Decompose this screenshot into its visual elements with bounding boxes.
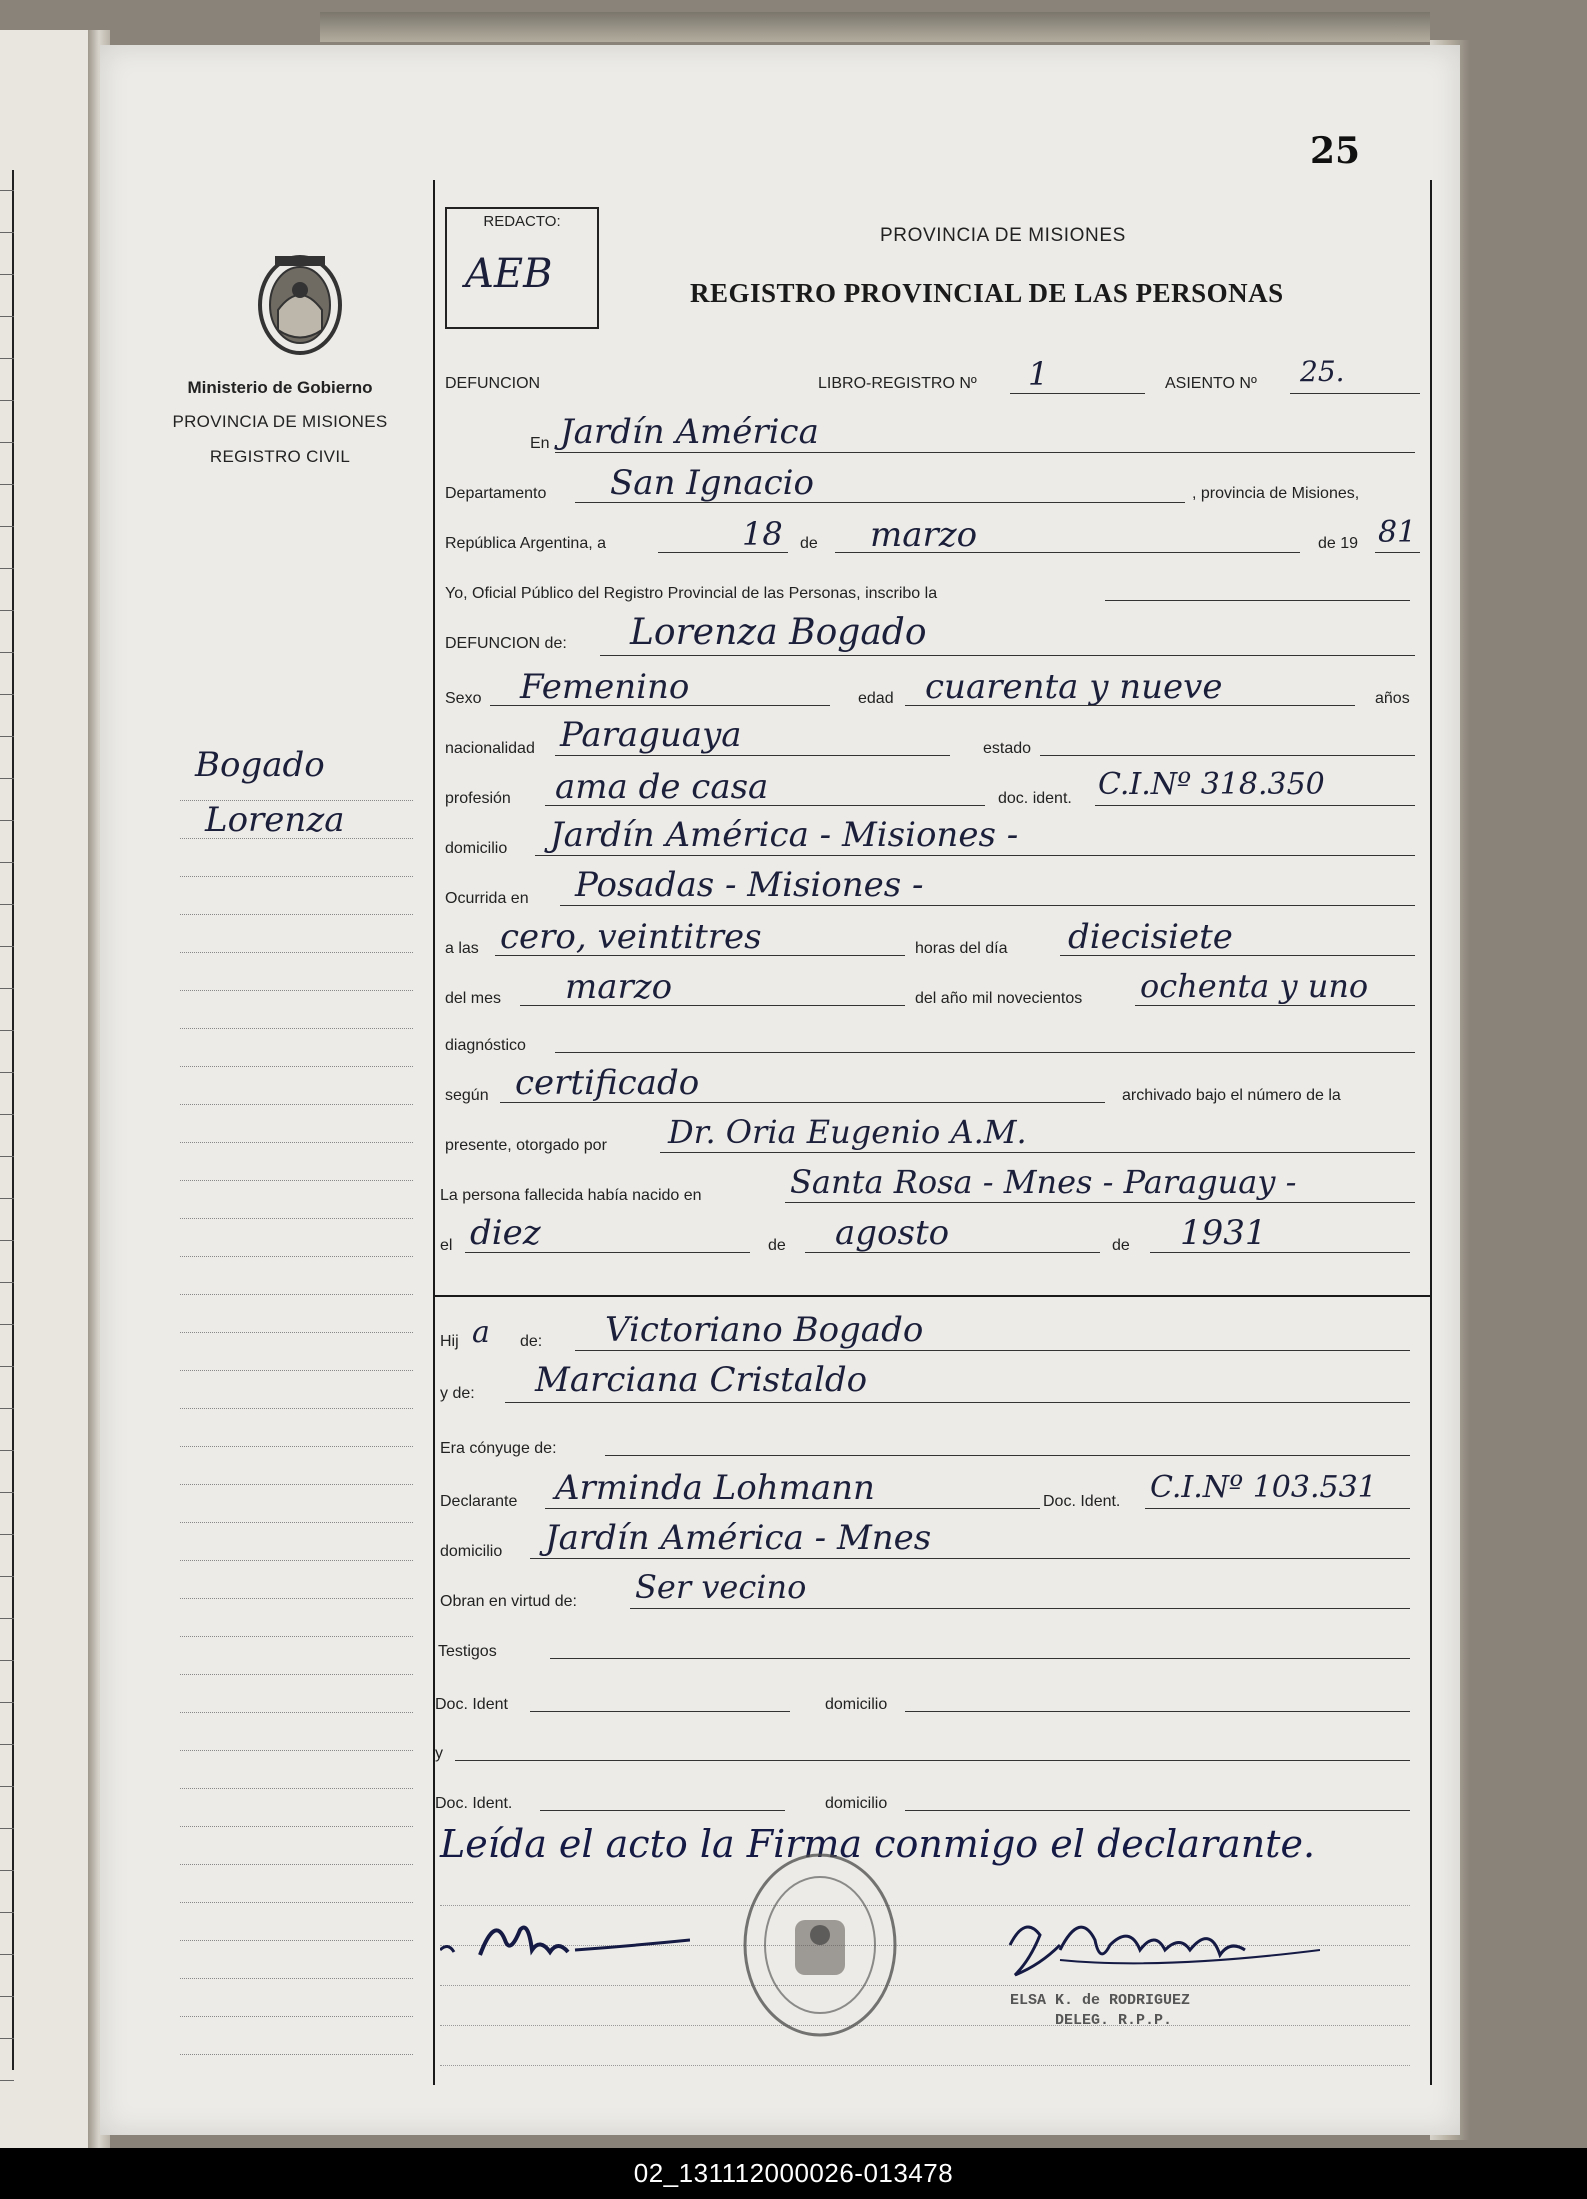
edad-value: cuarenta y nueve	[925, 667, 1223, 707]
ocurrida-label: Ocurrida en	[445, 890, 529, 907]
margin-ruled-line	[180, 1750, 413, 1751]
left-page-tick	[0, 1618, 14, 1619]
obran-value: Ser vecino	[635, 1568, 807, 1606]
domicilio2-label: domicilio	[825, 1696, 888, 1713]
obran-underline	[630, 1608, 1410, 1609]
mother-underline	[505, 1402, 1410, 1403]
left-page-tick	[0, 820, 14, 821]
testigos-underline	[550, 1658, 1410, 1659]
left-page-tick	[0, 1492, 14, 1493]
left-page-tick	[0, 1828, 14, 1829]
margin-ruled-line	[180, 1712, 413, 1713]
left-page-tick	[0, 778, 14, 779]
yo-underline	[1105, 600, 1410, 601]
margin-ruled-line	[180, 1332, 413, 1333]
domicilio3-label: domicilio	[825, 1795, 888, 1812]
parents-de-label: de:	[520, 1333, 543, 1350]
defuncion-de-label: DEFUNCION de:	[445, 635, 567, 652]
delanio-value: ochenta y uno	[1140, 967, 1369, 1005]
anio2-value: 1931	[1180, 1213, 1267, 1253]
left-page-tick	[0, 1870, 14, 1871]
left-page-tick	[0, 1576, 14, 1577]
y-underline	[455, 1760, 1410, 1761]
horas-label: horas del día	[915, 940, 1008, 957]
left-page-tick	[0, 1408, 14, 1409]
redacto-initials: AEB	[465, 251, 553, 297]
caption-text: 02_131112000026-013478	[633, 2158, 954, 2188]
margin-ruled-line	[180, 1978, 413, 1979]
margin-ruled-line	[180, 1484, 413, 1485]
presente-label: presente, otorgado por	[445, 1137, 607, 1154]
header-province: PROVINCIA DE MISIONES	[880, 225, 1126, 246]
profesion-underline	[545, 805, 985, 806]
docident-underline	[1145, 1508, 1410, 1509]
docident-label: Doc. Ident.	[1043, 1493, 1121, 1510]
left-page-tick	[0, 358, 14, 359]
y-label: y	[435, 1745, 443, 1762]
left-page	[0, 30, 101, 2148]
delmes-underline	[520, 1005, 905, 1006]
nacionalidad-label: nacionalidad	[445, 740, 535, 757]
yde-label: y de:	[440, 1385, 475, 1402]
segun-value: certificado	[515, 1063, 700, 1103]
nacionalidad-underline	[555, 755, 950, 756]
en-value: Jardín América	[560, 412, 819, 452]
dia-value: 18	[742, 515, 783, 553]
anio2-underline	[1150, 1252, 1410, 1253]
libro-value: 1	[1028, 355, 1049, 393]
left-page-tick	[0, 1786, 14, 1787]
left-page-tick	[0, 1450, 14, 1451]
deceased-name: Lorenza Bogado	[630, 612, 927, 653]
official-name-stamp: ELSA K. de RODRIGUEZ	[1010, 1992, 1191, 2009]
estado-underline	[1040, 755, 1415, 756]
asiento-label: ASIENTO Nº	[1165, 375, 1257, 392]
de-label: de	[800, 535, 818, 552]
left-page-tick	[0, 484, 14, 485]
margin-ruled-line	[180, 1636, 413, 1637]
libro-underline	[1010, 393, 1145, 394]
frame-right-border	[1430, 180, 1432, 2085]
left-page-tick	[0, 568, 14, 569]
ocurrida-value: Posadas - Misiones -	[575, 865, 924, 905]
signature-area-line	[440, 2065, 1410, 2066]
section-divider	[433, 1295, 1430, 1297]
other-domicilio-label: domicilio	[440, 1543, 503, 1560]
margin-ruled-line	[180, 1940, 413, 1941]
coat-of-arms-icon	[250, 250, 350, 360]
mes-value: marzo	[870, 515, 978, 555]
deceased-underline	[600, 655, 1415, 656]
asiento-underline	[1290, 393, 1420, 394]
el-label: el	[440, 1237, 453, 1254]
testigos-label: Testigos	[438, 1643, 497, 1660]
yo-text: Yo, Oficial Público del Registro Provincial de las Personas, inscribo la	[445, 585, 938, 602]
delmes-label: del mes	[445, 990, 502, 1007]
left-page-tick	[0, 1282, 14, 1283]
segun-label: según	[445, 1087, 489, 1104]
declarante-value: Arminda Lohmann	[555, 1468, 875, 1508]
left-page-tick	[0, 904, 14, 905]
left-page-tick	[0, 1324, 14, 1325]
signature-area-line	[440, 2025, 1410, 2026]
anio-value: 81	[1378, 515, 1417, 550]
redacto-label: REDACTO:	[483, 213, 561, 230]
left-page-tick	[0, 1198, 14, 1199]
left-page-tick	[0, 1996, 14, 1997]
departamento-underline	[575, 502, 1185, 503]
doc-label: doc. ident.	[998, 790, 1072, 807]
margin-ruled-line	[180, 914, 413, 915]
registry-stamp	[740, 1850, 900, 2040]
hij-label: Hij	[440, 1333, 459, 1350]
asiento-value: 25.	[1300, 355, 1345, 388]
left-page-tick	[0, 1660, 14, 1661]
margin-note-given: Lorenza	[205, 800, 345, 840]
declarant-signature	[440, 1910, 690, 1970]
doc-value: C.I.Nº 318.350	[1098, 767, 1325, 802]
declarante-underline	[545, 1508, 1040, 1509]
margin-ruled-line	[180, 1902, 413, 1903]
el-underline	[465, 1252, 750, 1253]
father-name: Victoriano Bogado	[605, 1310, 924, 1350]
left-page-tick	[0, 862, 14, 863]
sexo-value: Femenino	[520, 667, 690, 707]
margin-ruled-line	[180, 1864, 413, 1865]
left-page-tick	[0, 988, 14, 989]
record-type: DEFUNCION	[445, 375, 541, 392]
doc-underline	[1095, 805, 1415, 806]
left-page-tick	[0, 694, 14, 695]
diagnostico-label: diagnóstico	[445, 1037, 526, 1054]
profesion-label: profesión	[445, 790, 511, 807]
docident-value: C.I.Nº 103.531	[1150, 1470, 1377, 1505]
page-number: 25	[1310, 130, 1361, 172]
departamento-label: Departamento	[445, 485, 547, 502]
left-page-tick	[0, 1156, 14, 1157]
left-page-tick	[0, 526, 14, 527]
nacido-underline	[785, 1202, 1415, 1203]
left-page-tick	[0, 2080, 14, 2081]
el-value: diez	[470, 1213, 541, 1253]
header-registry: REGISTRO PROVINCIAL DE LAS PERSONAS	[690, 278, 1284, 308]
margin-ruled-line	[180, 952, 413, 953]
left-page-tick	[0, 1030, 14, 1031]
mes2-value: agosto	[835, 1213, 950, 1253]
presente-underline	[660, 1152, 1415, 1153]
de2-label: de	[768, 1237, 786, 1254]
conyuge-label: Era cónyuge de:	[440, 1440, 557, 1457]
official-role-stamp: DELEG. R.P.P.	[1055, 2012, 1173, 2029]
margin-ruled-line	[180, 800, 413, 801]
delmes-value: marzo	[565, 967, 673, 1007]
anios-label: años	[1375, 690, 1410, 707]
left-page-tick	[0, 400, 14, 401]
alas-label: a las	[445, 940, 479, 957]
margin-ruled-line	[180, 1522, 413, 1523]
left-page-tick	[0, 1534, 14, 1535]
delanio-label: del año mil novecientos	[915, 990, 1083, 1007]
margin-ruled-line	[180, 876, 413, 877]
nacionalidad-value: Paraguaya	[560, 715, 742, 755]
left-page-border	[12, 170, 14, 2070]
margin-ruled-line	[180, 1294, 413, 1295]
book-top-edge	[320, 12, 1430, 42]
de3-label: de	[1112, 1237, 1130, 1254]
left-page-tick	[0, 190, 14, 191]
horas-underline	[1060, 955, 1415, 956]
domicilio2-underline	[905, 1711, 1410, 1712]
diagnostico-underline	[555, 1052, 1415, 1053]
margin-ruled-line	[180, 1028, 413, 1029]
father-underline	[575, 1350, 1410, 1351]
margin-ruled-line	[180, 1446, 413, 1447]
left-page-tick	[0, 1954, 14, 1955]
domicilio-value: Jardín América - Misiones -	[550, 815, 1019, 855]
hij-value: a	[472, 1315, 490, 1350]
left-page-tick	[0, 652, 14, 653]
margin-ruled-line	[180, 1826, 413, 1827]
mother-name: Marciana Cristaldo	[535, 1360, 868, 1400]
alas-underline	[495, 955, 905, 956]
margin-ruled-line	[180, 1142, 413, 1143]
domicilio-label: domicilio	[445, 840, 508, 857]
margin-ruled-line	[180, 1066, 413, 1067]
margin-ruled-line	[180, 1218, 413, 1219]
margin-ruled-line	[180, 1560, 413, 1561]
margin-ruled-line	[180, 1598, 413, 1599]
margin-ruled-line	[180, 1256, 413, 1257]
alas-value: cero, veintitres	[500, 917, 762, 957]
docident2-underline	[530, 1711, 790, 1712]
edad-underline	[905, 705, 1355, 706]
left-page-tick	[0, 2038, 14, 2039]
margin-ruled-line	[180, 2016, 413, 2017]
caption-bar	[0, 2148, 1587, 2199]
anio-underline	[1375, 552, 1420, 553]
ocurrida-underline	[560, 905, 1415, 906]
margin-ruled-line	[180, 1180, 413, 1181]
ministry-province: PROVINCIA DE MISIONES	[172, 412, 388, 431]
edad-label: edad	[858, 690, 894, 707]
docident2-label: Doc. Ident	[435, 1696, 508, 1713]
margin-ruled-line	[180, 1788, 413, 1789]
estado-label: estado	[983, 740, 1032, 757]
sexo-underline	[490, 705, 830, 706]
other-domicilio-value: Jardín América - Mnes	[545, 1518, 932, 1558]
left-page-tick	[0, 1072, 14, 1073]
margin-ruled-line	[180, 1674, 413, 1675]
horas-value: diecisiete	[1068, 917, 1233, 957]
domicilio-underline	[535, 855, 1415, 856]
mes-underline	[835, 552, 1300, 553]
left-page-tick	[0, 736, 14, 737]
provincia-label: , provincia de Misiones,	[1192, 485, 1360, 502]
margin-ruled-line	[180, 1104, 413, 1105]
nacido-label: La persona fallecida había nacido en	[440, 1187, 702, 1204]
libro-label: LIBRO-REGISTRO Nº	[818, 375, 977, 392]
nacido-value: Santa Rosa - Mnes - Paraguay -	[790, 1163, 1297, 1201]
margin-ruled-line	[180, 2054, 413, 2055]
margin-ruled-line	[180, 838, 413, 839]
left-page-tick	[0, 1912, 14, 1913]
departamento-value: San Ignacio	[610, 463, 815, 503]
docident3-underline	[540, 1810, 785, 1811]
presente-value: Dr. Oria Eugenio A.M.	[668, 1113, 1027, 1151]
left-page-tick	[0, 1744, 14, 1745]
republica-label: República Argentina, a	[445, 535, 606, 552]
left-page-tick	[0, 610, 14, 611]
domicilio3-underline	[905, 1810, 1410, 1811]
obran-label: Obran en virtud de:	[440, 1593, 577, 1610]
ministry-registry: REGISTRO CIVIL	[209, 447, 351, 466]
ministry-title: Ministerio de Gobierno	[187, 378, 373, 397]
dia-underline	[658, 552, 788, 553]
redacto-box	[445, 207, 599, 329]
margin-ruled-line	[180, 1408, 413, 1409]
segun-underline	[500, 1102, 1105, 1103]
en-underline	[555, 452, 1415, 453]
left-page-tick	[0, 442, 14, 443]
left-page-tick	[0, 946, 14, 947]
margin-ruled-line	[180, 990, 413, 991]
profesion-value: ama de casa	[555, 767, 769, 807]
margin-ruled-line	[180, 1370, 413, 1371]
left-page-tick	[0, 1240, 14, 1241]
left-page-tick	[0, 274, 14, 275]
en-label: En	[530, 435, 550, 452]
delanio-underline	[1135, 1005, 1415, 1006]
left-page-tick	[0, 1366, 14, 1367]
left-page-tick	[0, 316, 14, 317]
declarante-label: Declarante	[440, 1493, 518, 1510]
other-domicilio-underline	[530, 1558, 1410, 1559]
left-page-tick	[0, 1114, 14, 1115]
closing-statement: Leída el acto la Firma conmigo el declarante.	[440, 1822, 1316, 1866]
sexo-label: Sexo	[445, 690, 482, 707]
docident3-label: Doc. Ident.	[435, 1795, 513, 1812]
mes2-underline	[805, 1252, 1100, 1253]
archivado-label: archivado bajo el número de la	[1122, 1087, 1341, 1104]
conyuge-underline	[605, 1455, 1410, 1456]
left-page-tick	[0, 1702, 14, 1703]
de19-label: de 19	[1318, 535, 1359, 552]
margin-note-surname: Bogado	[195, 745, 325, 785]
left-page-tick	[0, 232, 14, 233]
